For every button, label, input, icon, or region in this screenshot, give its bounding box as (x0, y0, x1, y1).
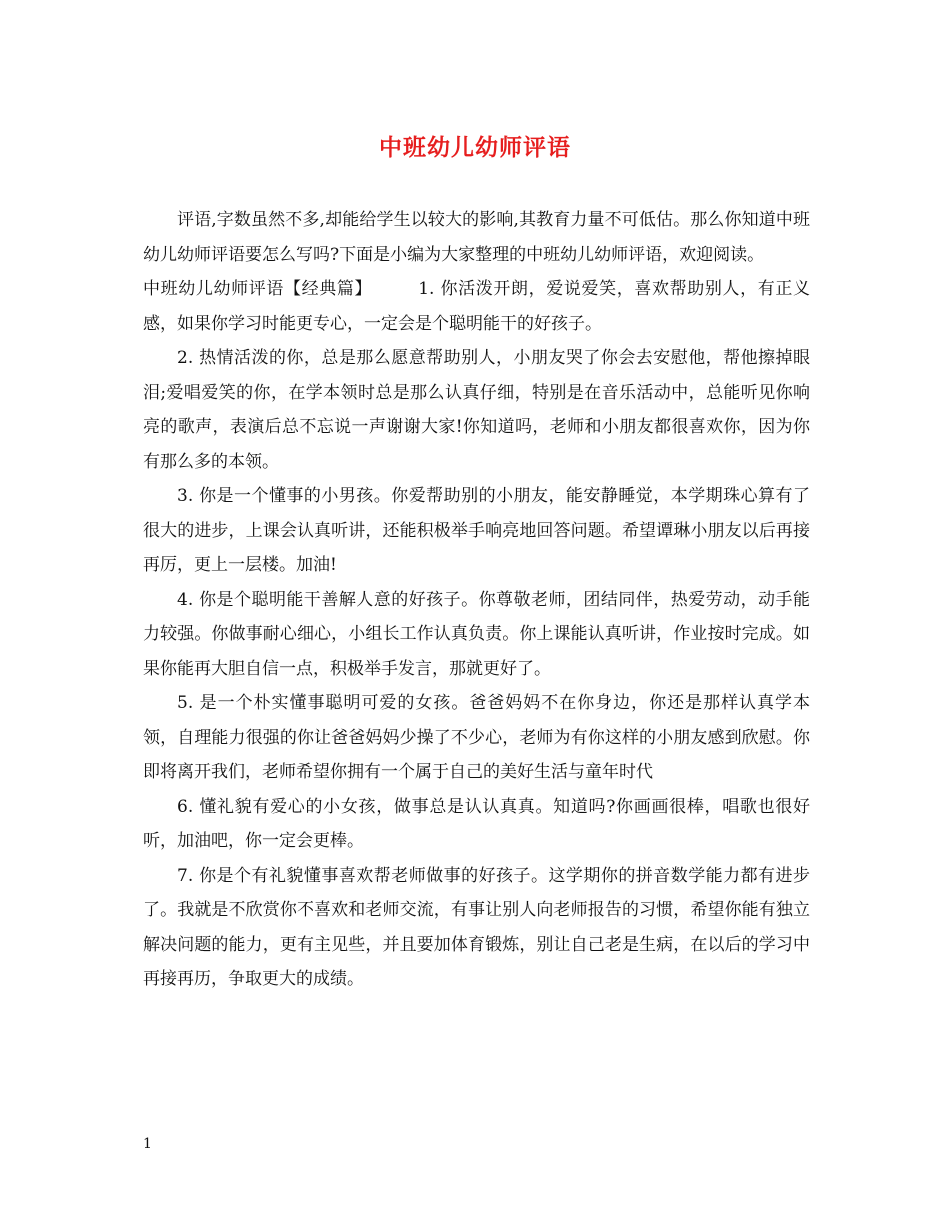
comment-1: 1. 你活泼开朗，爱说爱笑，喜欢帮助别人，有正义感，如果你学习时能更专心，一定会是个聪明能干的好孩子。 (143, 279, 811, 334)
comment-2: 2. 热情活泼的你，总是那么愿意帮助别人，小朋友哭了你会去安慰他，帮他擦掉眼泪;爱唱爱笑的你，在学本领时总是那么认真仔细，特别是在音乐活动中，总能听见你响亮的歌声，表演后总不忘说一声谢谢大家!你知道吗，老师和小朋友都很喜欢你，因为你有那么多的本领。 (143, 348, 810, 472)
section-first-paragraph (143, 272, 810, 341)
section-heading: 中班幼儿幼师评语【经典篇】 (143, 279, 373, 299)
document-title: 中班幼儿幼师评语 (379, 134, 571, 161)
comment-6: 6. 懂礼貌有爱心的小女孩，做事总是认认真真。知道吗?你画画很棒，唱歌也很好听，加油吧，你一定会更棒。 (143, 796, 810, 851)
intro-paragraph: 评语,字数虽然不多,却能给学生以较大的影响,其教育力量不可低估。那么你知道中班幼儿幼师评语要怎么写吗?下面是小编为大家整理的中班幼儿幼师评语，欢迎阅读。 (143, 210, 810, 265)
document-body (143, 203, 810, 997)
comment-4: 4. 你是个聪明能干善解人意的好孩子。你尊敬老师，团结同伴，热爱劳动，动手能力较强。你做事耐心细心，小组长工作认真负责。你上课能认真听讲，作业按时完成。如果你能再大胆自信一点，积极举手发言，那就更好了。 (143, 589, 810, 679)
page-number: 1 (143, 1136, 152, 1152)
comment-7: 7. 你是个有礼貌懂事喜欢帮老师做事的好孩子。这学期你的拼音数学能力都有进步了。我就是不欣赏你不喜欢和老师交流，有事让别人向老师报告的习惯，希望你能有独立解决问题的能力，更有主见些，并且要加体育锻炼，别让自己老是生病，在以后的学习中再接再历，争取更大的成绩。 (143, 865, 810, 989)
comment-5: 5. 是一个朴实懂事聪明可爱的女孩。爸爸妈妈不在你身边，你还是那样认真学本领，自理能力很强的你让爸爸妈妈少操了不少心，老师为有你这样的小朋友感到欣慰。你即将离开我们，老师希望你拥有一个属于自己的美好生活与童年时代 (143, 693, 810, 782)
comment-3: 3. 你是一个懂事的小男孩。你爱帮助别的小朋友，能安静睡觉，本学期珠心算有了很大的进步，上课会认真听讲，还能积极举手响亮地回答问题。希望谭琳小朋友以后再接再厉，更上一层楼。加油! (143, 486, 810, 575)
